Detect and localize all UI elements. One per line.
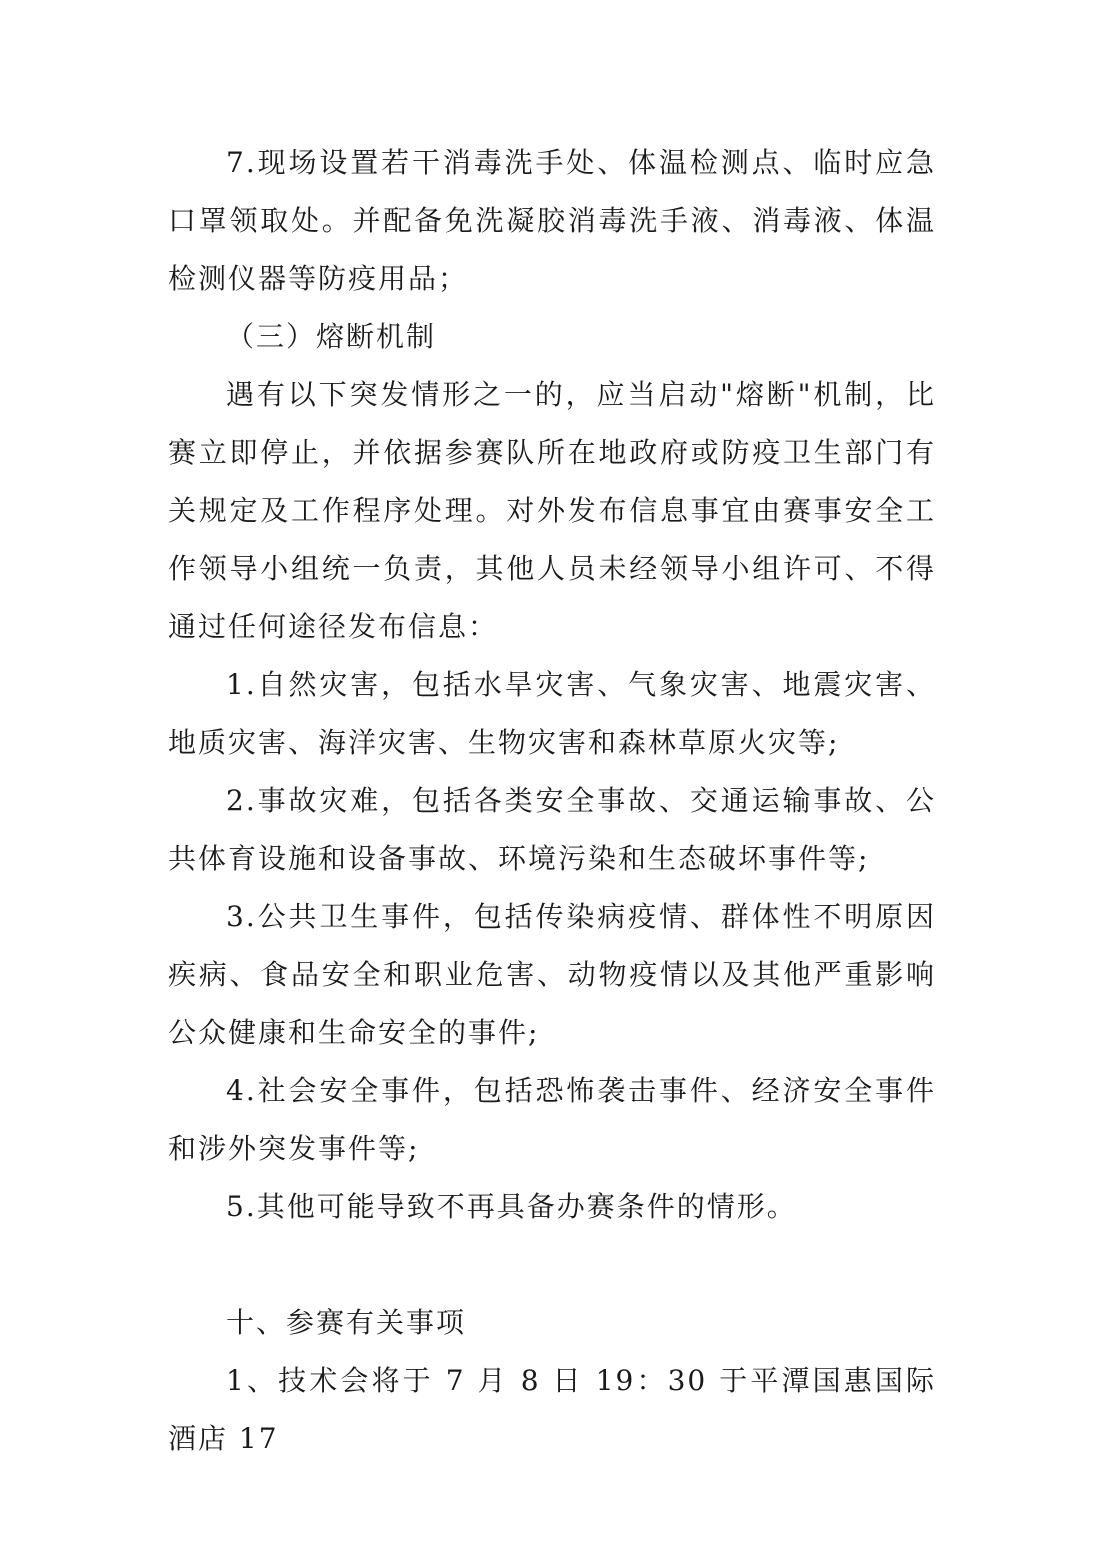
paragraph-item-3-public-health: 3.公共卫生事件，包括传染病疫情、群体性不明原因疾病、食品安全和职业危害、动物疫情以及其他严重影响公众健康和生命安全的事件; xyxy=(168,900,936,1049)
paragraph-item-7-supplies: 7.现场设置若干消毒洗手处、体温检测点、临时应急口罩领取处。并配备免洗凝胶消毒洗手液、消毒液、体温检测仪器等防疫用品； xyxy=(168,146,936,295)
paragraph-circuit-breaker-intro: 遇有以下突发情形之一的，应当启动"熔断"机制，比赛立即停止，并依据参赛队所在地政府或防疫卫生部门有关规定及工作程序处理。对外发布信息事宜由赛事安全工作领导小组统一负责，其他人员未经领导小组许可、不得通过任何途径发布信息： xyxy=(168,378,936,643)
section-heading-circuit-breaker: （三）熔断机制 xyxy=(226,320,437,353)
paragraph-technical-meeting: 1、技术会将于 7 月 8 日 19：30 于平潭国惠国际酒店 17 xyxy=(168,1364,936,1455)
paragraph-item-4-social-security: 4.社会安全事件，包括恐怖袭击事件、经济安全事件和涉外突发事件等; xyxy=(168,1074,936,1165)
paragraph-item-1-natural-disasters: 1.自然灾害，包括水旱灾害、气象灾害、地震灾害、地质灾害、海洋灾害、生物灾害和森林草原火灾等; xyxy=(168,668,936,759)
blank-line xyxy=(168,1236,936,1294)
document-body xyxy=(168,134,936,1468)
paragraph-item-5-other: 5.其他可能导致不再具备办赛条件的情形。 xyxy=(226,1190,797,1223)
section-heading-participation: 十、参赛有关事项 xyxy=(226,1306,467,1339)
paragraph-item-2-accidents: 2.事故灾难，包括各类安全事故、交通运输事故、公共体育设施和设备事故、环境污染和生态破坏事件等; xyxy=(168,784,936,875)
